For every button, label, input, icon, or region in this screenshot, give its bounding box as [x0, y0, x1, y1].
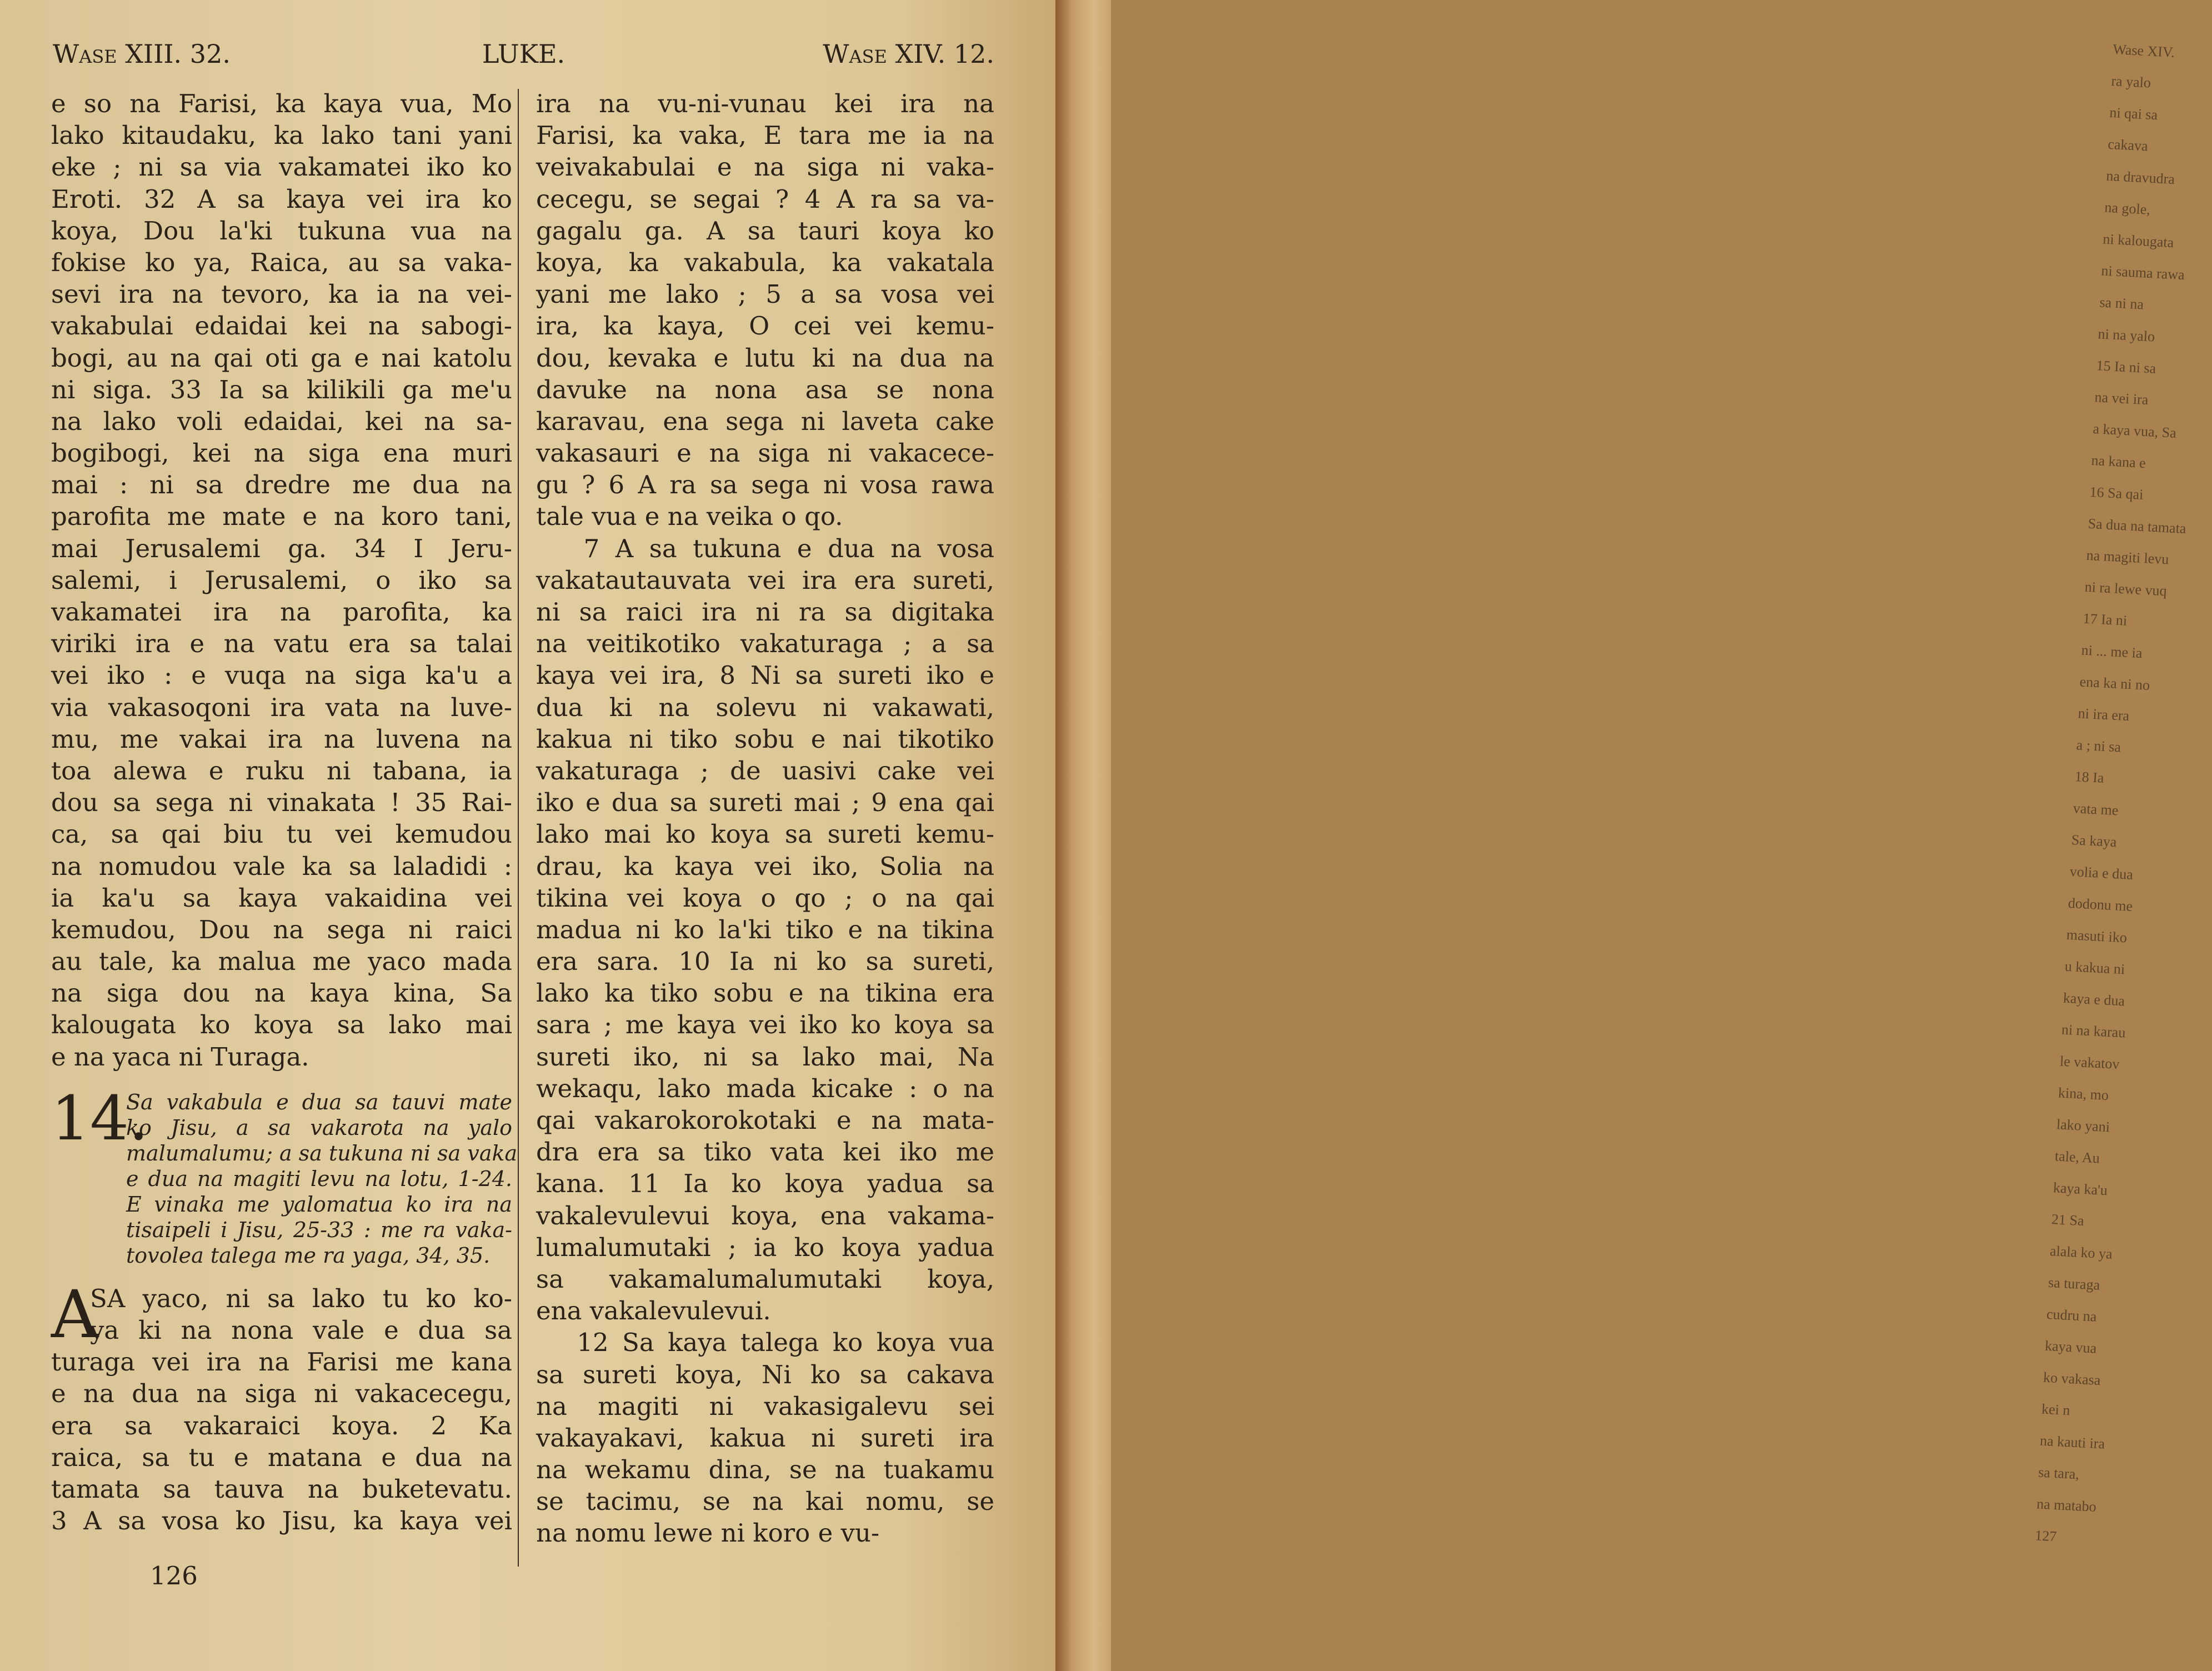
bleed-fragment: ni ... me ia [2081, 642, 2143, 662]
bleed-fragment: sa ni na [2099, 294, 2144, 313]
bleed-fragment: a ; ni sa [2076, 737, 2121, 756]
text-line: eke ; ni sa via vakamatei iko ko [51, 152, 512, 182]
paragraph [51, 88, 512, 1073]
text-line: lumalumutaki ; ia ko koya yadua [536, 1232, 994, 1262]
bleed-fragment: a kaya vua, Sa [2092, 421, 2177, 441]
text-line: kaya vei ira, 8 Ni sa sureti iko e [536, 661, 994, 691]
bleed-fragment: ni qai sa [2109, 104, 2158, 123]
text-line: vakasauri e na siga ni vakacece- [536, 438, 994, 468]
text-line: mu, me vakai ira na luvena na [51, 724, 512, 754]
summary-line: tovolea talega me ra yaga, 34, 35. [126, 1243, 491, 1268]
text-line: karavau, ena sega ni laveta cake [536, 406, 994, 436]
text-line: 3 A sa vosa ko Jisu, ka kaya vei [51, 1506, 512, 1536]
chapter-number: 14. [51, 1082, 148, 1154]
bleed-fragment: 21 Sa [2051, 1211, 2085, 1229]
summary-line: ko Jisu, a sa vakarota na yalo [126, 1115, 512, 1140]
text-line: kemudou, Dou na sega ni raici [51, 914, 512, 944]
text-line: lako ka tiko sobu e na tikina era [536, 978, 994, 1008]
bleed-fragment: ena ka ni no [2079, 673, 2150, 693]
bleed-fragment: ra yalo [2110, 72, 2151, 91]
text-line: gagalu ga. A sa tauri koya ko [536, 216, 994, 246]
bleed-fragment: ni ra lewe vuq [2084, 578, 2168, 599]
text-line: na nomu lewe ni koro e vu- [536, 1518, 880, 1548]
bleed-fragment: 127 [2034, 1527, 2058, 1545]
next-page-bleed-text [2034, 33, 2212, 1557]
text-line: wekaqu, lako mada kicake : o na [536, 1073, 994, 1103]
summary-line: E vinaka me yalomatua ko ira na [126, 1192, 512, 1217]
bleed-fragment: na dravudra [2105, 167, 2175, 188]
bleed-fragment: cudru na [2046, 1305, 2098, 1325]
text-line: ena vakalevulevui. [536, 1296, 771, 1326]
bleed-fragment: kaya vua [2044, 1337, 2097, 1357]
text-line: salemi, i Jerusalemi, o iko sa [51, 565, 512, 595]
text-line: ca, sa qai biu tu vei kemudou [51, 819, 512, 849]
bleed-fragment: Sa dua na tamata [2088, 515, 2187, 537]
text-line: tikina vei koya o qo ; o na qai [536, 883, 994, 913]
bleed-fragment: le vakatov [2059, 1053, 2120, 1073]
text-line: na siga dou na kaya kina, Sa [51, 978, 512, 1008]
text-line: gu ? 6 A ra sa sega ni vosa rawa [536, 470, 994, 500]
bleed-fragment: cakava [2107, 136, 2149, 154]
text-line: koya, Dou la'ki tukuna vua na [51, 216, 512, 246]
text-line: sureti iko, ni sa lako mai, Na [536, 1042, 994, 1072]
bleed-fragment: kaya ka'u [2053, 1179, 2108, 1199]
text-line: 7 A sa tukuna e dua na vosa [536, 533, 994, 563]
header-right-reference: Wase XIV. 12. [823, 39, 994, 69]
text-line: vakayakavi, kakua ni sureti ira [536, 1423, 994, 1453]
bleed-fragment: na vei ira [2094, 389, 2149, 408]
bleed-fragment: dodonu me [2068, 894, 2133, 914]
text-line: na wekamu dina, se na tuakamu [536, 1455, 994, 1485]
bleed-fragment: alala ko ya [2049, 1243, 2113, 1262]
text-line: vei iko : e vuqa na siga ka'u a [51, 661, 512, 691]
bleed-fragment: ni sauma rawa [2100, 262, 2185, 283]
text-line: vakatautauvata vei ira era sureti, [536, 565, 994, 595]
bleed-fragment: ni kalougata [2102, 231, 2174, 251]
text-line: vakalevulevui koya, ena vakama- [536, 1200, 994, 1230]
text-line: dua ki na solevu ni vakawati, [536, 692, 994, 722]
summary-line: Sa vakabula e dua sa tauvi mate [126, 1089, 512, 1114]
text-line: tamata sa tauva na buketevatu. [51, 1474, 512, 1504]
text-line: e so na Farisi, ka kaya vua, Mo [51, 89, 512, 118]
text-line: ni siga. 33 Ia sa kilikili ga me'u [51, 374, 512, 404]
text-line: bogi, au na qai oti ga e nai katolu [51, 343, 512, 373]
bleed-fragment: tale, Au [2054, 1148, 2100, 1167]
bleed-fragment: Sa kaya [2071, 832, 2118, 850]
text-line: vakamatei ira na parofita, ka [51, 597, 512, 627]
text-line: se tacimu, se na kai nomu, se [536, 1487, 994, 1517]
text-line: bogibogi, kei na siga ena muri [51, 438, 512, 468]
summary-line: e dua na magiti levu na lotu, 1-24. [126, 1166, 512, 1191]
bleed-fragment: ni na yalo [2097, 326, 2155, 345]
next-page-edge [1055, 0, 2187, 1671]
text-line: toa alewa e ruku ni tabana, ia [51, 756, 512, 786]
text-line: e na yaca ni Turaga. [51, 1042, 309, 1072]
text-line: turaga vei ira na Farisi me kana [51, 1347, 512, 1377]
bleed-fragment: ko vakasa [2043, 1369, 2101, 1389]
text-line: lako mai ko koya sa sureti kemu- [536, 819, 994, 849]
text-line: na veitikotiko vakaturaga ; a sa [536, 629, 994, 659]
text-line: na magiti ni vakasigalevu sei [536, 1391, 994, 1421]
text-line: drau, ka kaya vei iko, Solia na [536, 851, 994, 881]
text-line: kakua ni tiko sobu e nai tikotiko [536, 724, 994, 754]
bleed-fragment: masuti iko [2066, 926, 2128, 946]
text-line: 12 Sa kaya talega ko koya vua [536, 1328, 994, 1358]
text-line: mai Jerusalemi ga. 34 I Jeru- [51, 533, 512, 563]
text-line: dou sa sega ni vinakata ! 35 Rai- [51, 788, 512, 818]
bleed-fragment: na matabo [2036, 1495, 2097, 1515]
text-line: iko e dua sa sureti mai ; 9 ena qai [536, 788, 994, 818]
text-line: kalougata ko koya sa lako mai [51, 1010, 512, 1040]
bleed-fragment: 15 Ia ni sa [2095, 357, 2156, 377]
text-line: era sa vakaraici koya. 2 Ka [51, 1410, 512, 1440]
text-line: era sara. 10 Ia ni ko sa sureti, [536, 947, 994, 977]
paragraph [536, 533, 994, 1327]
text-line: na lako voli edaidai, kei na sa- [51, 406, 512, 436]
bleed-fragment: 18 Ia [2074, 768, 2105, 786]
text-line: fokise ko ya, Raica, au sa vaka- [51, 247, 512, 277]
bleed-fragment: kina, mo [2058, 1084, 2109, 1104]
text-line: e na dua na siga ni vakacecegu, [51, 1379, 512, 1409]
paragraph [536, 88, 994, 533]
text-line: raica, sa tu e matana e dua na [51, 1442, 512, 1472]
left-column [51, 88, 518, 1537]
bleed-fragment: sa tara, [2038, 1464, 2080, 1483]
text-line: ia ka'u sa kaya vakaidina vei [51, 883, 512, 913]
text-line: mai : ni sa dredre me dua na [51, 470, 512, 500]
chapter-heading [51, 1082, 518, 1268]
text-line: sa vakamalumalumutaki koya, [536, 1264, 994, 1294]
bleed-fragment: vata me [2073, 800, 2119, 819]
text-line: yani me lako ; 5 a sa vosa vei [536, 279, 994, 309]
text-line: veivakabulai e na siga ni vaka- [536, 152, 994, 182]
text-line: ira, ka kaya, O cei vei kemu- [536, 311, 994, 341]
text-line: ya ki na nona vale e dua sa [90, 1315, 512, 1345]
text-line: madua ni ko la'ki tiko e na tikina [536, 914, 994, 944]
bleed-fragment: u kakua ni [2064, 958, 2125, 978]
text-line: kana. 11 Ia ko koya yadua sa [536, 1169, 994, 1199]
text-line: sa sureti koya, Ni ko sa cakava [536, 1359, 994, 1389]
bleed-fragment: 16 Sa qai [2089, 483, 2144, 503]
text-line: viriki ira e na vatu era sa talai [51, 629, 512, 659]
summary-line: tisaipeli i Jisu, 25-33 : me ra vaka- [126, 1217, 512, 1242]
text-line: SA yaco, ni sa lako tu ko ko- [90, 1283, 512, 1313]
text-line: dra era sa tiko vata kei iko me [536, 1137, 994, 1167]
page-number: 126 [150, 1561, 198, 1590]
text-line: qai vakarokorokotaki e na mata- [536, 1105, 994, 1135]
bleed-fragment: lako yani [2056, 1116, 2110, 1135]
book-page [0, 0, 1058, 1671]
bleed-fragment: na gole, [2104, 199, 2151, 218]
summary-line: malumalumu; a sa tukuna ni sa vaka [126, 1140, 518, 1165]
bleed-fragment: 17 Ia ni [2083, 610, 2128, 629]
text-line: parofita me mate e na koro tani, [51, 502, 512, 532]
bleed-fragment: na magiti levu [2086, 547, 2170, 568]
text-line: tale vua e na veika o qo. [536, 502, 843, 532]
bleed-fragment: na kana e [2090, 452, 2146, 472]
text-line: Eroti. 32 A sa kaya vei ira ko [51, 184, 512, 214]
text-line: Farisi, ka vaka, E tara me ia na [536, 121, 994, 151]
text-line: na nomudou vale ka sa laladidi : [51, 851, 512, 881]
text-line: au tale, ka malua me yaco mada [51, 947, 512, 977]
bleed-fragment: kaya e dua [2063, 989, 2125, 1009]
bleed-fragment: Wase XIV. [2112, 41, 2175, 61]
running-header [53, 39, 994, 72]
bleed-fragment: volia e dua [2069, 863, 2134, 883]
bleed-fragment: ni ira era [2078, 705, 2130, 724]
bleed-fragment: kei n [2041, 1400, 2071, 1419]
text-line: dou, kevaka e lutu ki na dua na [536, 343, 994, 373]
text-line: koya, ka vakabula, ka vakatala [536, 247, 994, 277]
text-line: vakaturaga ; de uasivi cake vei [536, 756, 994, 786]
text-line: sara ; me kaya vei iko ko koya sa [536, 1010, 994, 1040]
text-line: davuke na nona asa se nona [536, 374, 994, 404]
text-line: via vakasoqoni ira vata na luve- [51, 692, 512, 722]
drop-cap: A [51, 1275, 99, 1353]
header-left-reference: Wase XIII. 32. [53, 39, 231, 69]
column-divider [518, 89, 519, 1567]
bleed-fragment: na kauti ira [2039, 1432, 2105, 1452]
text-line: sevi ira na tevoro, ka ia na vei- [51, 279, 512, 309]
right-column [536, 88, 994, 1549]
bleed-fragment: sa turaga [2048, 1274, 2100, 1293]
bleed-fragment: ni na karau [2061, 1021, 2126, 1041]
text-line: ni sa raici ira ni ra sa digitaka [536, 597, 994, 627]
text-line: cecegu, se segai ? 4 A ra sa va- [536, 184, 994, 214]
text-line: vakabulai edaidai kei na sabogi- [51, 311, 512, 341]
chapter-opening [51, 1275, 512, 1537]
header-book-title: LUKE. [482, 39, 565, 69]
text-line: ira na vu-ni-vunau kei ira na [536, 89, 994, 118]
text-line: lako kitaudaku, ka lako tani yani [51, 121, 512, 151]
paragraph [536, 1327, 994, 1549]
